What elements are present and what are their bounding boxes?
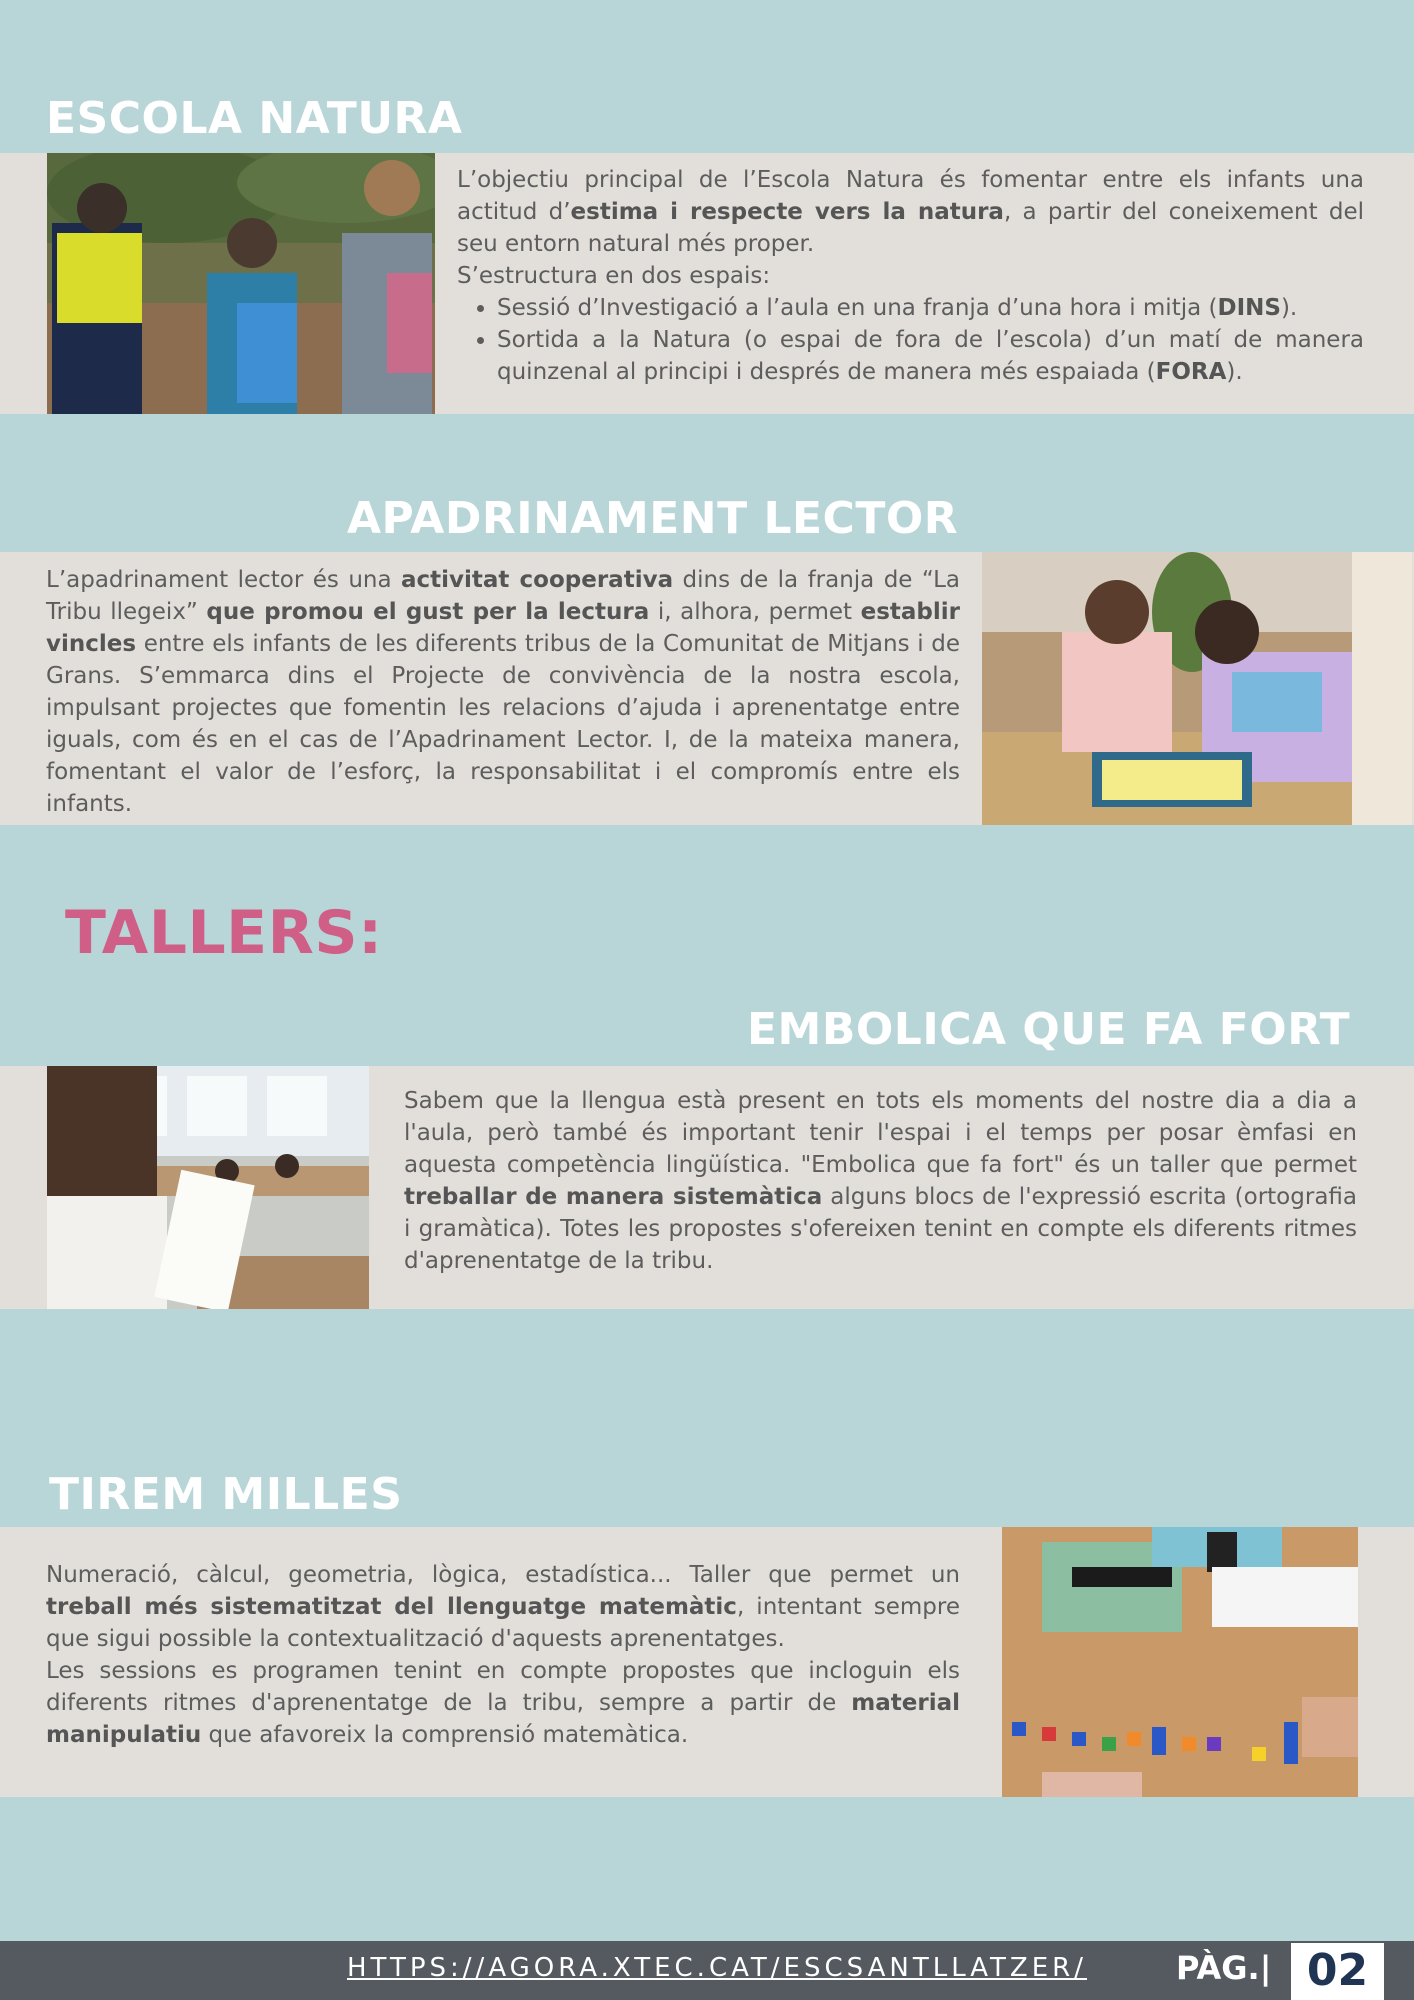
list-item: • Sessió d’Investigació a l’aula en una franja d’una hora i mitja (DINS).: [497, 292, 1364, 324]
embolica-title: EMBOLICA QUE FA FORT: [747, 1004, 1351, 1055]
page-number: 02: [1306, 1945, 1369, 1996]
apadrinament-title: APADRINAMENT LECTOR: [347, 493, 959, 544]
list-item: • Sortida a la Natura (o espai de fora de l’escola) d’un matí de manera quinzenal al principi i després de manera més espaiada (FORA).: [497, 324, 1364, 388]
apadrinament-text: L’apadrinament lector és una activitat cooperativa dins de la franja de “La Tribu llegeix” que promou el gust per la lectura i, alhora, permet establir vincles entre els infants de les diferents tribus de la Comunitat de Mitjans i de Grans. S’emmarca dins el Projecte de convivència de la nostra escola, impulsant projectes que fomentin les relacions d’ajuda i aprenentatge entre iguals, com és en el cas de l’Apadrinament Lector. I, de la mateixa manera, fomentant el valor de l’esforç, la responsabilitat i el compromís entre els infants.: [46, 567, 960, 817]
escola-natura-title: ESCOLA NATURA: [46, 93, 463, 144]
website-link[interactable]: HTTPS://AGORA.XTEC.CAT/ESCSANTLLATZER/: [347, 1953, 1087, 1983]
tallers-title: TALLERS:: [65, 898, 383, 968]
page-label: PÀG.|: [1176, 1949, 1272, 1987]
tirem-text: Numeració, càlcul, geometria, lògica, estadística... Taller que permet un treball més sistematitzat del llenguatge matemàtic, intentant sempre que sigui possible la contextualització d'aquests aprenentatges. Les sessions es programen tenint en compte propostes que incloguin els diferents ritmes d'aprenentatge de la tribu, sempre a partir de material manipulatiu que afavoreix la comprensió matemàtica.: [46, 1562, 961, 1748]
apadrinament-photo: [982, 552, 1412, 825]
escola-natura-text: L’objectiu principal de l’Escola Natura és fomentar entre els infants una actitud d’estima i respecte vers la natura, a partir del coneixement del seu entorn natural més proper. S’estructura en dos espais: • Sessió d’Investigació a l’aula en una franja d’una hora i mitja (DINS). • Sortida a la Natura (o espai de fora de l’escola) d’un matí de manera quinzenal al principi i després de manera més espaiada (FORA).: [457, 164, 1364, 388]
escola-natura-photo: [47, 153, 435, 414]
tirem-title: TIREM MILLES: [49, 1469, 403, 1520]
tirem-photo: [1002, 1527, 1358, 1797]
embolica-text: Sabem que la llengua està present en tots els moments del nostre dia a dia a l'aula, però també és important tenir l'espai i el temps per posar èmfasi en aquesta competència lingüística. "Embolica que fa fort" és un taller que permet treballar de manera sistemàtica alguns blocs de l'expressió escrita (ortografia i gramàtica). Totes les propostes s'ofereixen tenint en compte els diferents ritmes d'aprenentatge de la tribu.: [404, 1088, 1357, 1274]
embolica-photo: [47, 1066, 369, 1309]
